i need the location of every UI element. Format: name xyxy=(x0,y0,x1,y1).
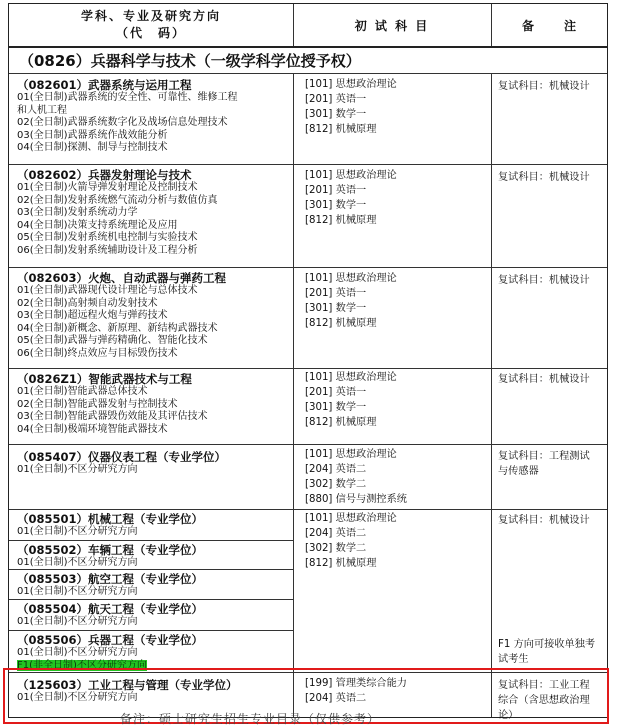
direction-line: 03(全日制)发射系统动力学 xyxy=(17,207,138,219)
direction-line: 01(全日制)不区分研究方向 xyxy=(17,692,138,703)
cut-off-text: 备注：硕士研究生招生专业目录（仅供参考） xyxy=(120,712,381,726)
exam-list xyxy=(301,167,491,228)
major-title: （085501）机械工程（专业学位） xyxy=(17,512,204,526)
direction-line: 03(全日制)超远程火炮与弹药技术 xyxy=(17,310,168,322)
major-block xyxy=(9,540,293,570)
exam-item: [301] 数学一 xyxy=(305,200,367,211)
exam-list xyxy=(301,369,491,430)
exam-item: [101] 思想政治理论 xyxy=(305,79,397,90)
exam-list xyxy=(301,270,491,331)
major-block xyxy=(9,569,293,599)
note-text: F1 方向可接收单独考试考生 xyxy=(498,639,596,665)
exam-item: [201] 英语一 xyxy=(305,94,367,105)
direction-line: 01(全日制)武器系统的安全性、可靠性、维修工程 xyxy=(17,92,238,103)
exam-item: [812] 机械原理 xyxy=(305,318,377,329)
exam-item: [101] 思想政治理论 xyxy=(305,449,397,460)
direction-line: 01(全日制)不区分研究方向 xyxy=(17,647,138,658)
exam-item: [201] 英语一 xyxy=(305,387,367,398)
column-divider xyxy=(293,4,294,717)
direction-line: 01(全日制)不区分研究方向 xyxy=(17,464,138,475)
exam-item: [101] 思想政治理论 xyxy=(305,372,397,383)
major-title: （082602）兵器发射理论与技术 xyxy=(17,168,192,182)
highlighted-direction: F1(非全日制)不区分研究方向 xyxy=(17,659,147,671)
exam-item: [301] 数学一 xyxy=(305,303,367,314)
note-text: 复试科目：工程测试与传感器 xyxy=(498,451,590,477)
header-major xyxy=(9,4,293,46)
note-text: 复试科目：机械设计 xyxy=(498,515,590,526)
exam-item: [812] 机械原理 xyxy=(305,558,377,569)
major-title: （125603）工业工程与管理（专业学位） xyxy=(17,678,238,692)
direction-line: 05(全日制)发射系统机电控制与实验技术 xyxy=(17,232,198,244)
exam-item: [101] 思想政治理论 xyxy=(305,513,397,524)
direction-line: 04(全日制)探测、制导与控制技术 xyxy=(17,142,168,154)
exam-item: [812] 机械原理 xyxy=(305,417,377,428)
major-block xyxy=(9,599,293,629)
exam-item: [199] 管理类综合能力 xyxy=(305,678,407,689)
direction-line: 01(全日制)不区分研究方向 xyxy=(17,526,138,537)
note-text: 复试科目：机械设计 xyxy=(498,374,590,385)
major-title: （082603）火炮、自动武器与弹药工程 xyxy=(17,271,227,285)
direction-line: 01(全日制)不区分研究方向 xyxy=(17,586,138,597)
major-title: （0826Z1）智能武器技术与工程 xyxy=(17,372,192,386)
exam-item: [201] 英语一 xyxy=(305,185,367,196)
major-block xyxy=(9,76,293,155)
major-title: （085506）兵器工程（专业学位） xyxy=(17,633,204,647)
direction-line: 06(全日制)终点效应与目标毁伤技术 xyxy=(17,347,178,359)
major-block xyxy=(9,510,293,539)
direction-line: 02(全日制)智能武器发射与控制技术 xyxy=(17,398,178,410)
header-major-line1: 学科、专业及研究方向 xyxy=(80,9,221,23)
direction-line: 02(全日制)高射频自动发射技术 xyxy=(17,297,158,309)
major-title: （085504）航天工程（专业学位） xyxy=(17,602,204,616)
row-divider xyxy=(9,444,607,445)
note-text: 复试科目：工业工程综合（含思想政治理论） xyxy=(498,680,590,721)
row-divider xyxy=(9,267,607,268)
major-block xyxy=(9,630,293,672)
major-block xyxy=(9,166,293,258)
direction-line: 05(全日制)武器与弹药精确化、智能化技术 xyxy=(17,335,208,347)
direction-line: 01(全日制)智能武器总体技术 xyxy=(17,386,148,397)
direction-line: 01(全日制)武器现代设计理论与总体技术 xyxy=(17,285,198,296)
direction-line: 04(全日制)决策支持系统理论及应用 xyxy=(17,219,178,231)
note-text: 复试科目：机械设计 xyxy=(498,275,590,286)
header-note: 备 注 xyxy=(521,18,578,33)
major-block xyxy=(9,269,293,361)
table-header xyxy=(9,4,607,48)
major-title: （085407）仪器仪表工程（专业学位） xyxy=(17,450,227,464)
header-major-line2: （代 码） xyxy=(115,26,186,40)
exam-item: [812] 机械原理 xyxy=(305,124,377,135)
exam-item: [101] 思想政治理论 xyxy=(305,170,397,181)
discipline-title: （0826）兵器科学与技术（一级学科学位授予权） xyxy=(9,48,607,74)
exam-item: [301] 数学一 xyxy=(305,109,367,120)
major-block xyxy=(9,370,293,436)
header-exam: 初 试 科 目 xyxy=(354,18,430,33)
exam-item: [204] 英语二 xyxy=(305,528,367,539)
row-divider xyxy=(9,164,607,165)
exam-item: [201] 英语一 xyxy=(305,288,367,299)
major-title: （082601）武器系统与运用工程 xyxy=(17,78,192,92)
major-title: （085503）航空工程（专业学位） xyxy=(17,572,204,586)
direction-line: 和人机工程 xyxy=(17,104,67,116)
major-title: （085502）车辆工程（专业学位） xyxy=(17,543,204,557)
exam-list xyxy=(301,446,491,507)
direction-line: 03(全日制)武器系统作战效能分析 xyxy=(17,129,168,141)
exam-item: [302] 数学二 xyxy=(305,479,367,490)
direction-line: 06(全日制)发射系统辅助设计及工程分析 xyxy=(17,244,198,256)
direction-line: 02(全日制)发射系统燃气流动分析与数值仿真 xyxy=(17,194,218,206)
note-text: 复试科目：机械设计 xyxy=(498,172,590,183)
direction-line: 01(全日制)不区分研究方向 xyxy=(17,616,138,627)
exam-list xyxy=(301,76,491,137)
column-divider xyxy=(491,4,492,717)
direction-line: 02(全日制)武器系统数字化及战场信息处理技术 xyxy=(17,117,228,129)
exam-item: [101] 思想政治理论 xyxy=(305,273,397,284)
exam-item: [301] 数学一 xyxy=(305,402,367,413)
direction-line: 03(全日制)智能武器毁伤效能及其评估技术 xyxy=(17,411,208,423)
major-block xyxy=(9,448,293,477)
exam-item: [812] 机械原理 xyxy=(305,215,377,226)
exam-list xyxy=(301,510,491,571)
direction-line: 04(全日制)极端环境智能武器技术 xyxy=(17,423,168,435)
direction-line: 01(全日制)火箭导弹发射理论及控制技术 xyxy=(17,182,198,193)
exam-item: [880] 信号与测控系统 xyxy=(305,494,407,505)
direction-line: 01(全日制)不区分研究方向 xyxy=(17,557,138,568)
exam-item: [204] 英语二 xyxy=(305,693,367,704)
note-text: 复试科目：机械设计 xyxy=(498,81,590,92)
exam-item: [204] 英语二 xyxy=(305,464,367,475)
direction-line: 04(全日制)新概念、新原理、新结构武器技术 xyxy=(17,322,218,334)
exam-item: [302] 数学二 xyxy=(305,543,367,554)
